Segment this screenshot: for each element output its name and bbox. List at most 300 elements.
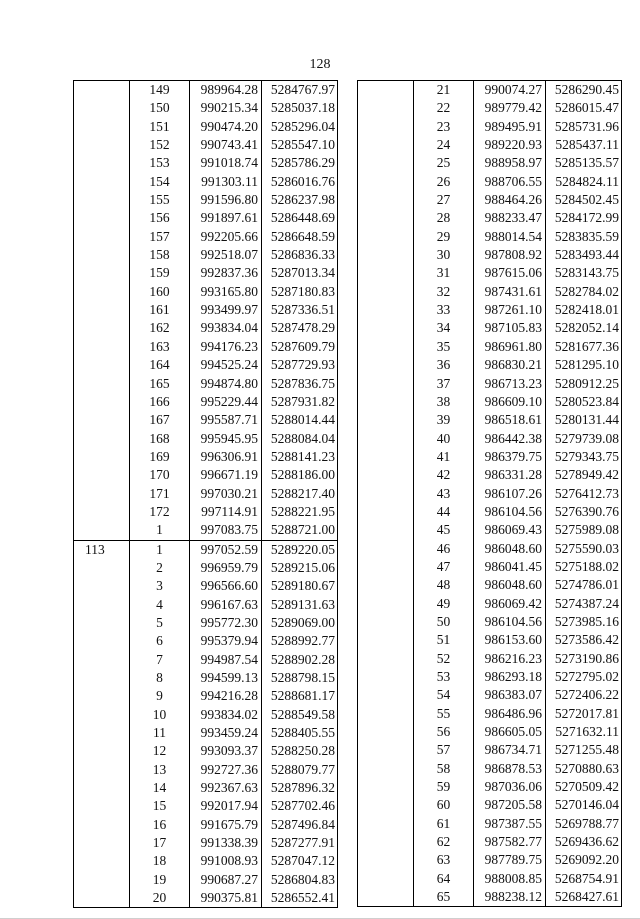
table-row <box>74 687 338 705</box>
y-coordinate-cell: 5273985.16 <box>546 613 622 631</box>
table-row <box>74 136 338 154</box>
y-coordinate-cell: 5274387.24 <box>546 595 622 613</box>
table-row <box>358 173 622 191</box>
section-cell <box>74 559 130 577</box>
section-cell <box>74 99 130 117</box>
coordinates-table-left <box>73 80 338 908</box>
x-coordinate-cell: 986609.10 <box>474 393 546 411</box>
table-row <box>74 319 338 337</box>
table-row <box>358 540 622 558</box>
page-number: 128 <box>309 57 331 72</box>
section-cell <box>74 852 130 870</box>
table-row <box>74 577 338 595</box>
section-cell <box>74 393 130 411</box>
section-cell <box>74 264 130 282</box>
x-coordinate-cell: 988008.85 <box>474 870 546 888</box>
table-row <box>74 834 338 852</box>
point-number-cell: 11 <box>153 725 166 741</box>
y-coordinate-cell: 5288014.44 <box>262 411 338 429</box>
point-number-cell: 35 <box>436 338 451 354</box>
x-coordinate-cell: 989220.93 <box>474 136 546 154</box>
point-number-cell: 52 <box>436 650 451 666</box>
point-number-cell: 28 <box>436 210 451 226</box>
table-row <box>74 173 338 191</box>
section-cell <box>358 595 414 613</box>
point-number-cell: 51 <box>436 632 451 648</box>
table-row <box>358 503 622 521</box>
y-coordinate-cell: 5273190.86 <box>546 650 622 668</box>
section-cell <box>74 521 130 540</box>
y-coordinate-cell: 5273586.42 <box>546 631 622 649</box>
y-coordinate-cell: 5271632.11 <box>546 723 622 741</box>
point-number-cell: 36 <box>436 357 451 373</box>
point-number-cell: 30 <box>436 247 451 263</box>
y-coordinate-cell: 5288549.58 <box>262 706 338 724</box>
point-number-cell: 5 <box>156 614 163 630</box>
y-coordinate-cell: 5289180.67 <box>262 577 338 595</box>
y-coordinate-cell: 5286016.76 <box>262 173 338 191</box>
y-coordinate-cell: 5287013.34 <box>262 264 338 282</box>
table-row <box>358 760 622 778</box>
y-coordinate-cell: 5288405.55 <box>262 724 338 742</box>
point-number-cell: 22 <box>436 100 451 116</box>
section-cell <box>74 283 130 301</box>
x-coordinate-cell: 988706.55 <box>474 173 546 191</box>
point-number-cell: 156 <box>149 210 170 226</box>
y-coordinate-cell: 5289220.05 <box>262 540 338 559</box>
table-row <box>358 99 622 117</box>
table-row <box>358 650 622 668</box>
table-row <box>358 246 622 264</box>
x-coordinate-cell: 995772.30 <box>190 614 262 632</box>
section-cell <box>74 485 130 503</box>
table-row <box>358 319 622 337</box>
section-cell <box>74 669 130 687</box>
table-row <box>74 797 338 815</box>
section-cell <box>358 833 414 851</box>
section-cell <box>358 191 414 209</box>
table-row <box>74 816 338 834</box>
section-cell <box>74 209 130 227</box>
x-coordinate-cell: 986713.23 <box>474 375 546 393</box>
y-coordinate-cell: 5276390.76 <box>546 503 622 521</box>
y-coordinate-cell: 5289131.63 <box>262 596 338 614</box>
point-number-cell: 50 <box>436 613 451 629</box>
x-coordinate-cell: 987808.92 <box>474 246 546 264</box>
section-cell <box>74 816 130 834</box>
table-row <box>358 375 622 393</box>
x-coordinate-cell: 986605.05 <box>474 723 546 741</box>
table-row <box>74 614 338 632</box>
point-number-cell: 46 <box>436 540 451 556</box>
y-coordinate-cell: 5281295.10 <box>546 356 622 374</box>
section-cell <box>74 724 130 742</box>
y-coordinate-cell: 5282418.01 <box>546 301 622 319</box>
section-cell <box>74 173 130 191</box>
x-coordinate-cell: 993499.97 <box>190 301 262 319</box>
section-cell <box>358 503 414 521</box>
section-cell <box>74 246 130 264</box>
y-coordinate-cell: 5285437.11 <box>546 136 622 154</box>
point-number-cell: 60 <box>436 797 451 813</box>
point-number-cell: 45 <box>436 522 451 538</box>
point-number-cell: 150 <box>149 100 170 116</box>
x-coordinate-cell: 990375.81 <box>190 889 262 908</box>
point-number-cell: 55 <box>436 705 451 721</box>
point-number-cell: 58 <box>436 760 451 776</box>
x-coordinate-cell: 994216.28 <box>190 687 262 705</box>
x-coordinate-cell: 994874.80 <box>190 375 262 393</box>
point-number-cell: 162 <box>149 320 170 336</box>
point-number-cell: 38 <box>436 393 451 409</box>
y-coordinate-cell: 5275590.03 <box>546 540 622 558</box>
table-row <box>358 301 622 319</box>
y-coordinate-cell: 5270509.42 <box>546 778 622 796</box>
section-cell <box>74 191 130 209</box>
point-number-cell: 56 <box>436 724 451 740</box>
y-coordinate-cell: 5287277.91 <box>262 834 338 852</box>
section-cell <box>358 723 414 741</box>
x-coordinate-cell: 997083.75 <box>190 521 262 540</box>
point-number-cell: 163 <box>149 338 170 354</box>
x-coordinate-cell: 995379.94 <box>190 632 262 650</box>
point-number-cell: 62 <box>436 834 451 850</box>
section-cell <box>358 650 414 668</box>
table-row <box>74 779 338 797</box>
y-coordinate-cell: 5269092.20 <box>546 851 622 869</box>
y-coordinate-cell: 5286290.45 <box>546 81 622 100</box>
table-row <box>358 888 622 907</box>
section-cell <box>358 246 414 264</box>
section-cell <box>74 834 130 852</box>
x-coordinate-cell: 986153.60 <box>474 631 546 649</box>
section-cell <box>358 466 414 484</box>
section-cell <box>358 264 414 282</box>
point-number-cell: 152 <box>149 137 170 153</box>
x-coordinate-cell: 987615.06 <box>474 264 546 282</box>
y-coordinate-cell: 5271255.48 <box>546 741 622 759</box>
y-coordinate-cell: 5270146.04 <box>546 796 622 814</box>
section-cell <box>358 319 414 337</box>
x-coordinate-cell: 986107.26 <box>474 485 546 503</box>
x-coordinate-cell: 990474.20 <box>190 118 262 136</box>
table-row <box>74 356 338 374</box>
point-number-cell: 2 <box>156 559 163 575</box>
y-coordinate-cell: 5288217.40 <box>262 485 338 503</box>
y-coordinate-cell: 5285786.29 <box>262 154 338 172</box>
point-number-cell: 149 <box>130 81 190 100</box>
table-row <box>358 833 622 851</box>
point-number-cell: 34 <box>436 320 451 336</box>
section-cell <box>74 889 130 908</box>
table-row <box>74 246 338 264</box>
point-number-cell: 151 <box>149 118 170 134</box>
table-row <box>74 191 338 209</box>
x-coordinate-cell: 986331.28 <box>474 466 546 484</box>
point-number-cell: 12 <box>152 743 167 759</box>
point-number-cell: 18 <box>152 853 167 869</box>
table-row <box>358 686 622 704</box>
x-coordinate-cell: 986069.42 <box>474 595 546 613</box>
x-coordinate-cell: 993834.02 <box>190 706 262 724</box>
point-number-cell: 48 <box>436 577 451 593</box>
section-cell <box>74 154 130 172</box>
x-coordinate-cell: 987582.77 <box>474 833 546 851</box>
point-number-cell: 61 <box>436 815 451 831</box>
point-number-cell: 53 <box>436 669 451 684</box>
section-cell <box>74 779 130 797</box>
y-coordinate-cell: 5283835.59 <box>546 228 622 246</box>
y-coordinate-cell: 5287609.79 <box>262 338 338 356</box>
point-number-cell: 40 <box>436 430 451 446</box>
x-coordinate-cell: 991675.79 <box>190 816 262 834</box>
y-coordinate-cell: 5287896.32 <box>262 779 338 797</box>
y-coordinate-cell: 5286804.83 <box>262 871 338 889</box>
x-coordinate-cell: 988464.26 <box>474 191 546 209</box>
y-coordinate-cell: 5287496.84 <box>262 816 338 834</box>
x-coordinate-cell: 991897.61 <box>190 209 262 227</box>
section-cell <box>74 577 130 595</box>
point-number-cell: 170 <box>149 467 170 483</box>
x-coordinate-cell: 994599.13 <box>190 669 262 687</box>
point-number-cell: 9 <box>156 688 163 704</box>
table-row <box>74 761 338 779</box>
x-coordinate-cell: 986041.45 <box>474 558 546 576</box>
y-coordinate-cell: 5288902.28 <box>262 651 338 669</box>
table-row <box>358 613 622 631</box>
x-coordinate-cell: 992518.07 <box>190 246 262 264</box>
table-row <box>358 191 622 209</box>
table-row <box>74 393 338 411</box>
y-coordinate-cell: 5269788.77 <box>546 815 622 833</box>
y-coordinate-cell: 5280523.84 <box>546 393 622 411</box>
point-number-cell: 14 <box>152 780 167 796</box>
section-cell <box>358 430 414 448</box>
y-coordinate-cell: 5285547.10 <box>262 136 338 154</box>
x-coordinate-cell: 994525.24 <box>190 356 262 374</box>
section-cell <box>74 118 130 136</box>
y-coordinate-cell: 5283493.44 <box>546 246 622 264</box>
x-coordinate-cell: 990074.27 <box>474 81 546 100</box>
table-row <box>74 669 338 687</box>
x-coordinate-cell: 986383.07 <box>474 686 546 704</box>
y-coordinate-cell: 5285037.18 <box>262 99 338 117</box>
section-cell <box>358 81 414 100</box>
table-row <box>358 723 622 741</box>
table-row <box>358 558 622 576</box>
section-cell <box>74 411 130 429</box>
point-number-cell: 164 <box>149 357 170 373</box>
section-cell <box>358 209 414 227</box>
section-cell <box>74 301 130 319</box>
section-cell <box>358 118 414 136</box>
table-row <box>358 851 622 869</box>
x-coordinate-cell: 997114.91 <box>190 503 262 521</box>
y-coordinate-cell: 5268754.91 <box>546 870 622 888</box>
x-coordinate-cell: 986486.96 <box>474 705 546 723</box>
section-cell <box>358 173 414 191</box>
y-coordinate-cell: 5286237.98 <box>262 191 338 209</box>
point-number-cell: 57 <box>436 742 451 758</box>
point-number-cell: 159 <box>149 265 170 281</box>
x-coordinate-cell: 997030.21 <box>190 485 262 503</box>
y-coordinate-cell: 5284502.45 <box>546 191 622 209</box>
point-number-cell: 49 <box>436 595 451 611</box>
section-cell <box>358 686 414 704</box>
table-row <box>358 815 622 833</box>
section-cell <box>358 356 414 374</box>
table-row <box>74 852 338 870</box>
y-coordinate-cell: 5284172.99 <box>546 209 622 227</box>
table-row <box>358 796 622 814</box>
table-row <box>74 411 338 429</box>
x-coordinate-cell: 986216.23 <box>474 650 546 668</box>
section-cell <box>358 888 414 907</box>
y-coordinate-cell: 5284767.97 <box>262 81 338 100</box>
section-cell <box>74 228 130 246</box>
x-coordinate-cell: 993459.24 <box>190 724 262 742</box>
point-number-cell: 19 <box>152 871 167 887</box>
table-row <box>74 338 338 356</box>
section-cell <box>74 448 130 466</box>
y-coordinate-cell: 5287180.83 <box>262 283 338 301</box>
table-row <box>358 154 622 172</box>
point-number-cell: 1 <box>156 522 163 538</box>
section-cell <box>358 301 414 319</box>
section-cell <box>358 411 414 429</box>
table-row <box>74 228 338 246</box>
section-cell: 113 <box>74 540 130 559</box>
x-coordinate-cell: 992017.94 <box>190 797 262 815</box>
x-coordinate-cell: 986830.21 <box>474 356 546 374</box>
table-row <box>74 283 338 301</box>
x-coordinate-cell: 986442.38 <box>474 430 546 448</box>
y-coordinate-cell: 5272795.02 <box>546 668 622 686</box>
section-cell <box>74 651 130 669</box>
point-number-cell: 25 <box>436 155 451 171</box>
point-number-cell: 154 <box>149 173 170 189</box>
point-number-cell: 1 <box>130 540 190 559</box>
point-number-cell: 169 <box>149 448 170 464</box>
table-row <box>74 118 338 136</box>
x-coordinate-cell: 990215.34 <box>190 99 262 117</box>
x-coordinate-cell: 986734.71 <box>474 741 546 759</box>
y-coordinate-cell: 5288721.00 <box>262 521 338 540</box>
y-coordinate-cell: 5288798.15 <box>262 669 338 687</box>
section-cell <box>74 742 130 760</box>
table-row <box>358 870 622 888</box>
x-coordinate-cell: 992727.36 <box>190 761 262 779</box>
section-cell <box>358 154 414 172</box>
x-coordinate-cell: 996566.60 <box>190 577 262 595</box>
x-coordinate-cell: 986048.60 <box>474 540 546 558</box>
section-cell <box>358 540 414 558</box>
y-coordinate-cell: 5269436.62 <box>546 833 622 851</box>
x-coordinate-cell: 986048.60 <box>474 576 546 594</box>
x-coordinate-cell: 996306.91 <box>190 448 262 466</box>
x-coordinate-cell: 992205.66 <box>190 228 262 246</box>
x-coordinate-cell: 994176.23 <box>190 338 262 356</box>
y-coordinate-cell: 5270880.63 <box>546 760 622 778</box>
table-row <box>358 228 622 246</box>
point-number-cell: 33 <box>436 302 451 318</box>
y-coordinate-cell: 5287336.51 <box>262 301 338 319</box>
section-cell <box>358 613 414 631</box>
point-number-cell: 3 <box>156 578 163 594</box>
x-coordinate-cell: 992367.63 <box>190 779 262 797</box>
section-cell <box>74 356 130 374</box>
y-coordinate-cell: 5287836.75 <box>262 375 338 393</box>
point-number-cell: 65 <box>414 888 474 907</box>
section-cell <box>74 319 130 337</box>
point-number-cell: 4 <box>156 596 163 612</box>
section-cell <box>358 521 414 539</box>
section-cell <box>74 136 130 154</box>
y-coordinate-cell: 5288084.04 <box>262 430 338 448</box>
section-cell <box>358 815 414 833</box>
y-coordinate-cell: 5289069.00 <box>262 614 338 632</box>
table-row <box>358 466 622 484</box>
section-cell <box>74 614 130 632</box>
point-number-cell: 54 <box>436 687 451 703</box>
point-number-cell: 21 <box>414 81 474 100</box>
section-cell <box>74 596 130 614</box>
point-number-cell: 165 <box>149 375 170 391</box>
table-row <box>358 264 622 282</box>
y-coordinate-cell: 5282052.14 <box>546 319 622 337</box>
table-row <box>74 485 338 503</box>
point-number-cell: 17 <box>152 835 167 851</box>
x-coordinate-cell: 987205.58 <box>474 796 546 814</box>
table-row <box>358 338 622 356</box>
section-cell <box>358 796 414 814</box>
y-coordinate-cell: 5286448.69 <box>262 209 338 227</box>
section-cell <box>358 778 414 796</box>
x-coordinate-cell: 986961.80 <box>474 338 546 356</box>
y-coordinate-cell: 5279739.08 <box>546 430 622 448</box>
x-coordinate-cell: 986293.18 <box>474 668 546 686</box>
y-coordinate-cell: 5289215.06 <box>262 559 338 577</box>
x-coordinate-cell: 988238.12 <box>474 888 546 907</box>
x-coordinate-cell: 996167.63 <box>190 596 262 614</box>
x-coordinate-cell: 991303.11 <box>190 173 262 191</box>
table-row <box>358 283 622 301</box>
table-row <box>74 632 338 650</box>
table-row <box>358 668 622 686</box>
section-cell <box>358 99 414 117</box>
y-coordinate-cell: 5278949.42 <box>546 466 622 484</box>
point-number-cell: 16 <box>152 816 167 832</box>
point-number-cell: 10 <box>152 706 167 722</box>
table-row <box>74 871 338 889</box>
y-coordinate-cell: 5287047.12 <box>262 852 338 870</box>
x-coordinate-cell: 986104.56 <box>474 503 546 521</box>
point-number-cell: 155 <box>149 192 170 208</box>
table-row <box>74 651 338 669</box>
table-row <box>358 430 622 448</box>
x-coordinate-cell: 986379.75 <box>474 448 546 466</box>
y-coordinate-cell: 5275188.02 <box>546 558 622 576</box>
table-row <box>358 485 622 503</box>
y-coordinate-cell: 5276412.73 <box>546 485 622 503</box>
y-coordinate-cell: 5287931.82 <box>262 393 338 411</box>
y-coordinate-cell: 5288141.23 <box>262 448 338 466</box>
y-coordinate-cell: 5285296.04 <box>262 118 338 136</box>
point-number-cell: 160 <box>149 283 170 299</box>
section-cell <box>358 558 414 576</box>
y-coordinate-cell: 5274786.01 <box>546 576 622 594</box>
x-coordinate-cell: 996671.19 <box>190 466 262 484</box>
